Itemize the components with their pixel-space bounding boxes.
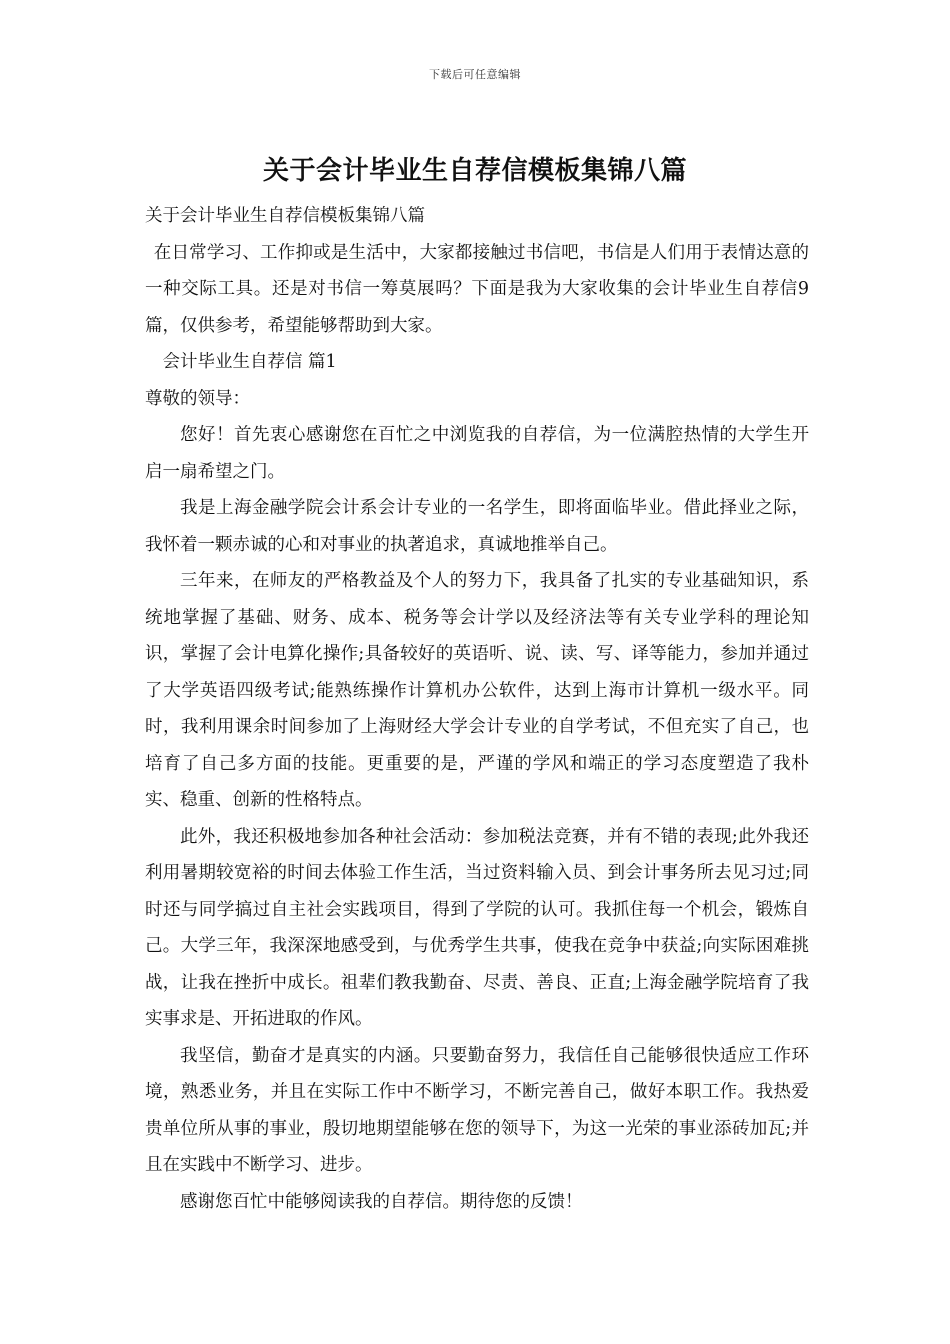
letter-paragraph: 三年来，在师友的严格教益及个人的努力下，我具备了扎实的专业基础知识，系统地掌握了基础、财务、成本、税务等会计学以及经济法等有关专业学科的理论知识，掌握了会计电算化操作;具备较好的英语听、说、读、写、译等能力，参加并通过了大学英语四级考试;能熟练操作计算机办公软件，达到上海市计算机一级水平。同时，我利用课余时间参加了上海财经大学会计专业的自学考试，不但充实了自己，也培育了自己多方面的技能。更重要的是，严谨的学风和端正的学习态度塑造了我朴实、稳重、创新的性格特点。 bbox=[145, 571, 809, 810]
letter-paragraph: 感谢您百忙中能够阅读我的自荐信。期待您的反馈！ bbox=[180, 1191, 583, 1212]
section-heading: 会计毕业生自荐信 篇1 bbox=[162, 352, 337, 372]
letter-paragraph: 我坚信，勤奋才是真实的内涵。只要勤奋努力，我信任自己能够很快适应工作环境，熟悉业务，并且在实际工作中不断学习，不断完善自己，做好本职工作。我热爱贵单位所从事的事业，殷切地期望能够在您的领导下，为这一光荣的事业添砖加瓦;并且在实践中不断学习、进步。 bbox=[145, 1045, 809, 1175]
header-note: 下载后可任意编辑 bbox=[429, 68, 521, 81]
intro-paragraph: 在日常学习、工作抑或是生活中，大家都接触过书信吧，书信是人们用于表情达意的一种交际工具。还是对书信一筹莫展吗？下面是我为大家收集的会计毕业生自荐信9篇，仅供参考，希望能够帮助到大家。 bbox=[145, 242, 809, 336]
salutation: 尊敬的领导： bbox=[145, 388, 250, 409]
letter-paragraph: 此外，我还积极地参加各种社会活动：参加税法竞赛，并有不错的表现;此外我还利用暑期较宽裕的时间去体验工作生活，当过资料输入员、到会计事务所去见习过;同时还与同学搞过自主社会实践项目，得到了学院的认可。我抓住每一个机会，锻炼自己。大学三年，我深深地感受到，与优秀学生共事，使我在竞争中获益;向实际困难挑战，让我在挫折中成长。祖辈们教我勤奋、尽责、善良、正直;上海金融学院培育了我实事求是、开拓进取的作风。 bbox=[145, 826, 809, 1029]
letter-paragraph: 我是上海金融学院会计系会计专业的一名学生，即将面临毕业。借此择业之际，我怀着一颗赤诚的心和对事业的执著追求，真诚地推举自己。 bbox=[145, 498, 809, 555]
letter-paragraph: 您好！首先衷心感谢您在百忙之中浏览我的自荐信，为一位满腔热情的大学生开启一扇希望之门。 bbox=[145, 425, 809, 482]
document-title: 关于会计毕业生自荐信模板集锦八篇 bbox=[262, 156, 687, 186]
document-subtitle: 关于会计毕业生自荐信模板集锦八篇 bbox=[145, 206, 425, 226]
document-body bbox=[145, 198, 809, 1220]
